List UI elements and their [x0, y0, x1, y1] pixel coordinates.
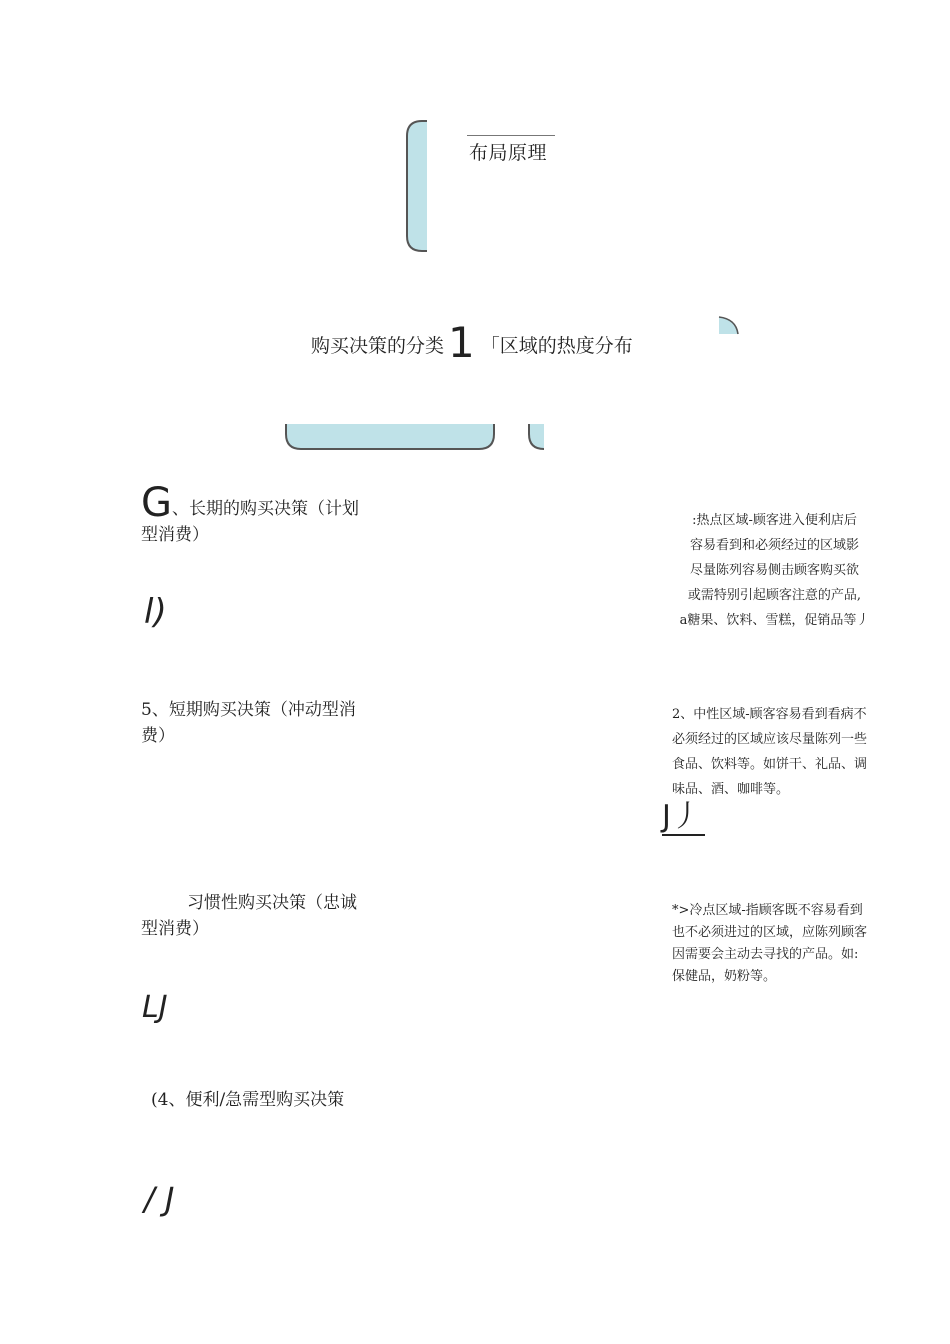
medium-zone-description [672, 702, 884, 802]
hot-zone-line: 或需特别引起顾客注意的产品, [687, 588, 862, 603]
subtitle-number: 1 [448, 318, 475, 367]
cold-zone-line: *>冷点区域-指顾客既不容易看到 [672, 903, 863, 918]
left-item-mark: LJ [142, 990, 168, 1025]
left-item-convenience [141, 1087, 366, 1113]
side-tab-shape [524, 420, 548, 454]
corner-arc-shape [716, 314, 742, 336]
medium-zone-line: 必须经过的区域应该尽量陈列一些 [672, 732, 868, 747]
left-item-habitual [141, 890, 366, 942]
title-bracket-shape [400, 118, 432, 254]
medium-zone-mark: J丿 [662, 800, 705, 836]
hot-zone-line: 尽量陈列容易侧击顾客购买欲 [689, 563, 859, 578]
left-item-mark: / J [144, 1180, 175, 1218]
hot-zone-line: :热点区域-顾客进入便利店后 [692, 513, 857, 528]
cold-zone-line: 也不必须进过的区域，应陈列顾客 [672, 925, 868, 940]
page-title: 布局原理 [469, 142, 548, 164]
bottom-tab-shape [282, 420, 498, 454]
subtitle-row [311, 316, 633, 366]
cold-zone-line: 因需要会主动去寻找的产品。如: [672, 947, 859, 962]
left-item-text: 5、短期购买决策（冲动型消费） [141, 700, 356, 746]
left-item-text: 、长期的购买决策（计划型消费） [141, 499, 359, 545]
left-item-long-term [141, 480, 366, 548]
left-item-text: (4、便利/急需型购买决策 [151, 1090, 345, 1110]
medium-zone-line: 2、中性区域-顾客容易看到看病不 [672, 707, 867, 722]
left-item-mark: l) [144, 592, 167, 632]
cold-zone-description [672, 900, 884, 988]
hot-zone-line: 容易看到和必须经过的区域影 [689, 538, 859, 553]
left-item-short-term [141, 697, 366, 749]
medium-zone-line: 味品、酒、咖啡等。 [672, 782, 790, 797]
subtitle-left: 购买决策的分类 [311, 335, 445, 357]
hot-zone-line: a糖果、饮料、雪糕，促销品等丿 [679, 613, 870, 628]
subtitle-right: 「区域的热度分布 [480, 335, 633, 357]
left-item-lead-letter: G [141, 480, 172, 526]
medium-zone-line: 食品、饮料等。如饼干、礼品、调 [672, 757, 868, 772]
title-rule [467, 135, 555, 136]
cold-zone-line: 保健品，奶粉等。 [672, 969, 777, 984]
left-item-text: 习惯性购买决策（忠诚型消费） [141, 893, 357, 939]
hot-zone-description [672, 508, 877, 633]
